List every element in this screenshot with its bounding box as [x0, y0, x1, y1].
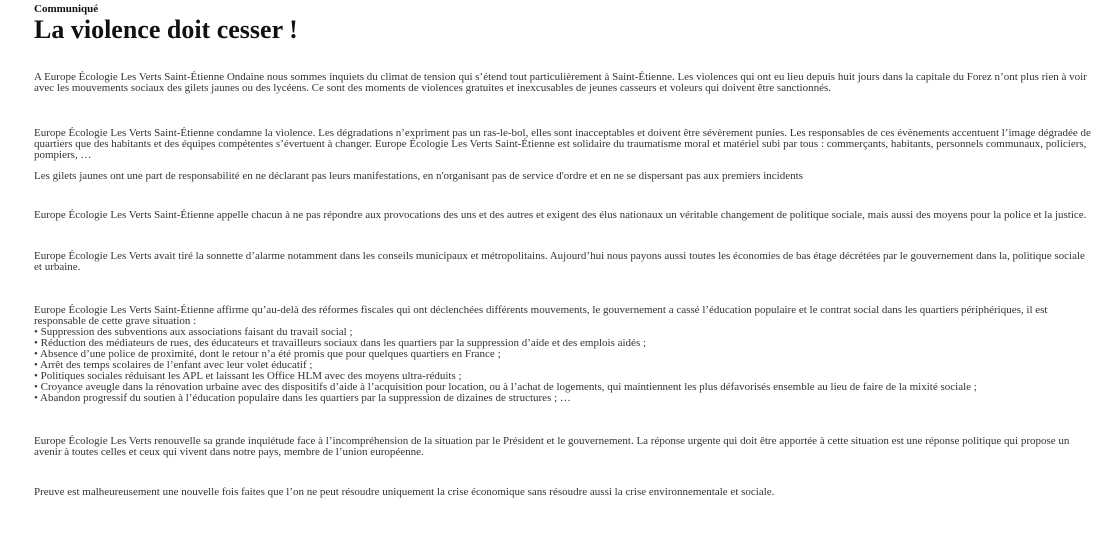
- list-item: • Absence d’une police de proximité, dont le retour n’a été promis que pour quelques quartiers en France ;: [34, 348, 501, 360]
- list-item: • Arrêt des temps scolaires de l’enfant avec leur volet éducatif ;: [34, 359, 313, 371]
- paragraph-intro: A Europe Écologie Les Verts Saint-Étienne Ondaine nous sommes inquiets du climat de tension qui s’étend tout particulièrement à Saint-Étienne. Les violences qui ont eu lieu depuis huit jours dans la capitale du Forez n’ont plus rien à voir avec les mouvements sociaux des gilets jaunes ou des lycéens. Ce sont des moments de violences gratuites et inexcusables de jeunes casseurs et voleurs qui doivent être sanctionnés.: [34, 71, 1087, 94]
- list-item: • Réduction des médiateurs de rues, des éducateurs et travailleurs sociaux dans les quartiers par la suppression d’aide et des emplois aidés ;: [34, 337, 647, 349]
- reform-consequences-list: [34, 327, 1092, 404]
- paragraph-appeal: Europe Écologie Les Verts Saint-Étienne appelle chacun à ne pas répondre aux provocations des uns et des autres et exigent des élus nationaux un véritable changement de politique sociale, mais aussi des moyens pour la police et la justice.: [34, 209, 1087, 221]
- paragraph-alarm: Europe Écologie Les Verts avait tiré la sonnette d’alarme notamment dans les conseils municipaux et métropolitains. Aujourd’hui nous payons aussi toutes les économies de bas étage décrétées par le gouvernement dans la, politique sociale et urbaine.: [34, 250, 1085, 273]
- list-item: • Politiques sociales réduisant les APL et laissant les Office HLM avec des moyens ultra-réduits ;: [34, 370, 462, 382]
- article: [34, 3, 1092, 498]
- paragraph-concern: Europe Écologie Les Verts renouvelle sa grande inquiétude face à l’incompréhension de la situation par le Président et le gouvernement. La réponse urgente qui doit être apportée à cette situation est une réponse politique qui propose un avenir à toutes celles et ceux qui vivent dans notre pays, membre de l’union européenne.: [34, 435, 1070, 458]
- paragraph-gilets-jaunes: Les gilets jaunes ont une part de responsabilité en ne déclarant pas leurs manifestations, en n'organisant pas de service d'ordre et en ne se dispersant pas aux premiers incidents: [34, 170, 803, 182]
- list-item: • Suppression des subventions aux associations faisant du travail social ;: [34, 326, 353, 338]
- list-item: • Croyance aveugle dans la rénovation urbaine avec des dispositifs d’aide à l’acquisition pour location, ou à l’achat de logements, qui maintiennent les plus défavorisés ensemble au lieu de faire de la mixité sociale ;: [34, 381, 977, 393]
- paragraph-reforms: Europe Écologie Les Verts Saint-Étienne affirme qu’au-delà des réformes fiscales qui ont déclenchées différents mouvements, le gouvernement a cassé l’éducation populaire et le contrat social dans les quartiers périphériques, il est responsable de cette grave situation :: [34, 304, 1048, 327]
- paragraph-condemn: Europe Écologie Les Verts Saint-Étienne condamne la violence. Les dégradations n’expriment pas un ras-le-bol, elles sont inacceptables et doivent être sévèrement punies. Les responsables de ces évènements accentuent l’image dégradée de quartiers que des habitants et des équipes compétentes s’évertuent à changer. Europe Écologie Les Verts Saint-Étienne est solidaire du traumatisme moral et matériel subi par tous : commerçants, habitants, personnels communaux, policiers, pompiers, …: [34, 127, 1091, 161]
- list-item: • Abandon progressif du soutien à l’éducation populaire dans les quartiers par la suppression de dizaines de structures ; …: [34, 392, 571, 404]
- article-kicker: Communiqué: [34, 3, 99, 15]
- article-title: La violence doit cesser !: [34, 15, 298, 44]
- paragraph-conclusion: Preuve est malheureusement une nouvelle fois faites que l’on ne peut résoudre uniquement la crise économique sans résoudre aussi la crise environnementale et sociale.: [34, 486, 775, 498]
